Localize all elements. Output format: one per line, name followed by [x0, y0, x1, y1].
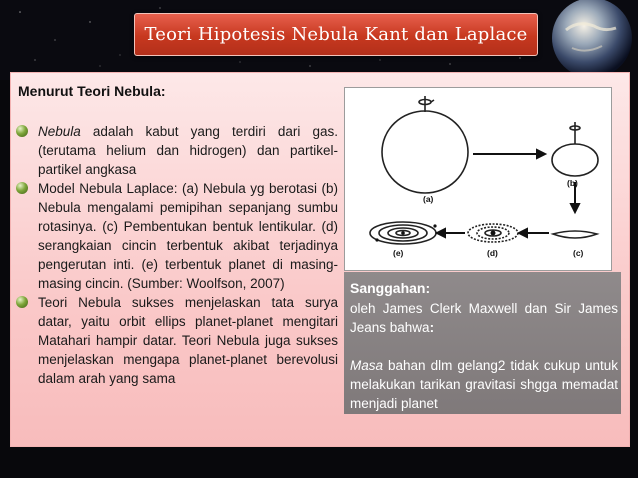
- bullet-icon: [16, 296, 28, 308]
- rebuttal-authors: [350, 299, 618, 337]
- section-heading: Menurut Teori Nebula:: [18, 83, 166, 99]
- rebuttal-term: Masa: [350, 358, 384, 373]
- list-item: [16, 122, 338, 179]
- bullet-text: Teori Nebula sukses menjelaskan tata surya datar, yaitu orbit ellips planet-planet mengitari Matahari hampir datar. Teori Nebula juga sukses menjelaskan mengapa planet-planet berevolusi dalam arah yang sama: [38, 295, 338, 386]
- list-item: [16, 179, 338, 293]
- arrow-icon: [437, 150, 579, 237]
- bullet-term: Nebula: [38, 124, 81, 139]
- label-e: (e): [393, 248, 404, 258]
- rebuttal-colon: :: [429, 320, 435, 335]
- slide-title: Teori Hipotesis Nebula Kant dan Laplace: [144, 24, 528, 45]
- rebuttal-text: [350, 356, 618, 413]
- bullet-body: adalah kabut yang terdiri dari gas. (terutama helium dan hidrogen) dan partikel-partikel angkasa: [38, 124, 338, 177]
- rebuttal-title: Sanggahan:: [350, 280, 431, 296]
- label-d: (d): [487, 248, 498, 258]
- label-b: (b): [567, 178, 578, 188]
- bullet-icon: [16, 182, 28, 194]
- bullet-text: Model Nebula Laplace: (a) Nebula yg berotasi (b) Nebula mengalami pemipihan sepanjang sumbu rotasinya. (c) Pembentukan bentuk lentikular. (d) serangkaian cincin terbentuk akibat terjadinya pengerutan inti. (e) terbentuk planet di masing-masing cincin. (Sumber: Woolfson, 2007): [38, 181, 338, 291]
- rebuttal-body: bahan dlm gelang2 tidak cukup untuk melakukan tarikan gravitasi shgga memadat menjadi planet: [350, 358, 618, 411]
- list-item: [16, 293, 338, 388]
- title-banner: [134, 13, 538, 56]
- planet-icon: [544, 0, 638, 80]
- nebula-sphere-a: [382, 111, 468, 193]
- label-a: (a): [423, 194, 434, 204]
- nebula-ellipse-b: [552, 144, 598, 176]
- lens-shape-c: [553, 231, 597, 238]
- rebuttal-box: [344, 272, 621, 414]
- nebula-diagram: [344, 87, 612, 271]
- rebuttal-authors-text: oleh James Clerk Maxwell dan Sir James Jeans bahwa: [350, 301, 618, 335]
- bullet-text: [38, 122, 338, 179]
- bullet-list: [16, 122, 338, 388]
- bullet-icon: [16, 125, 28, 137]
- label-c: (c): [573, 248, 584, 258]
